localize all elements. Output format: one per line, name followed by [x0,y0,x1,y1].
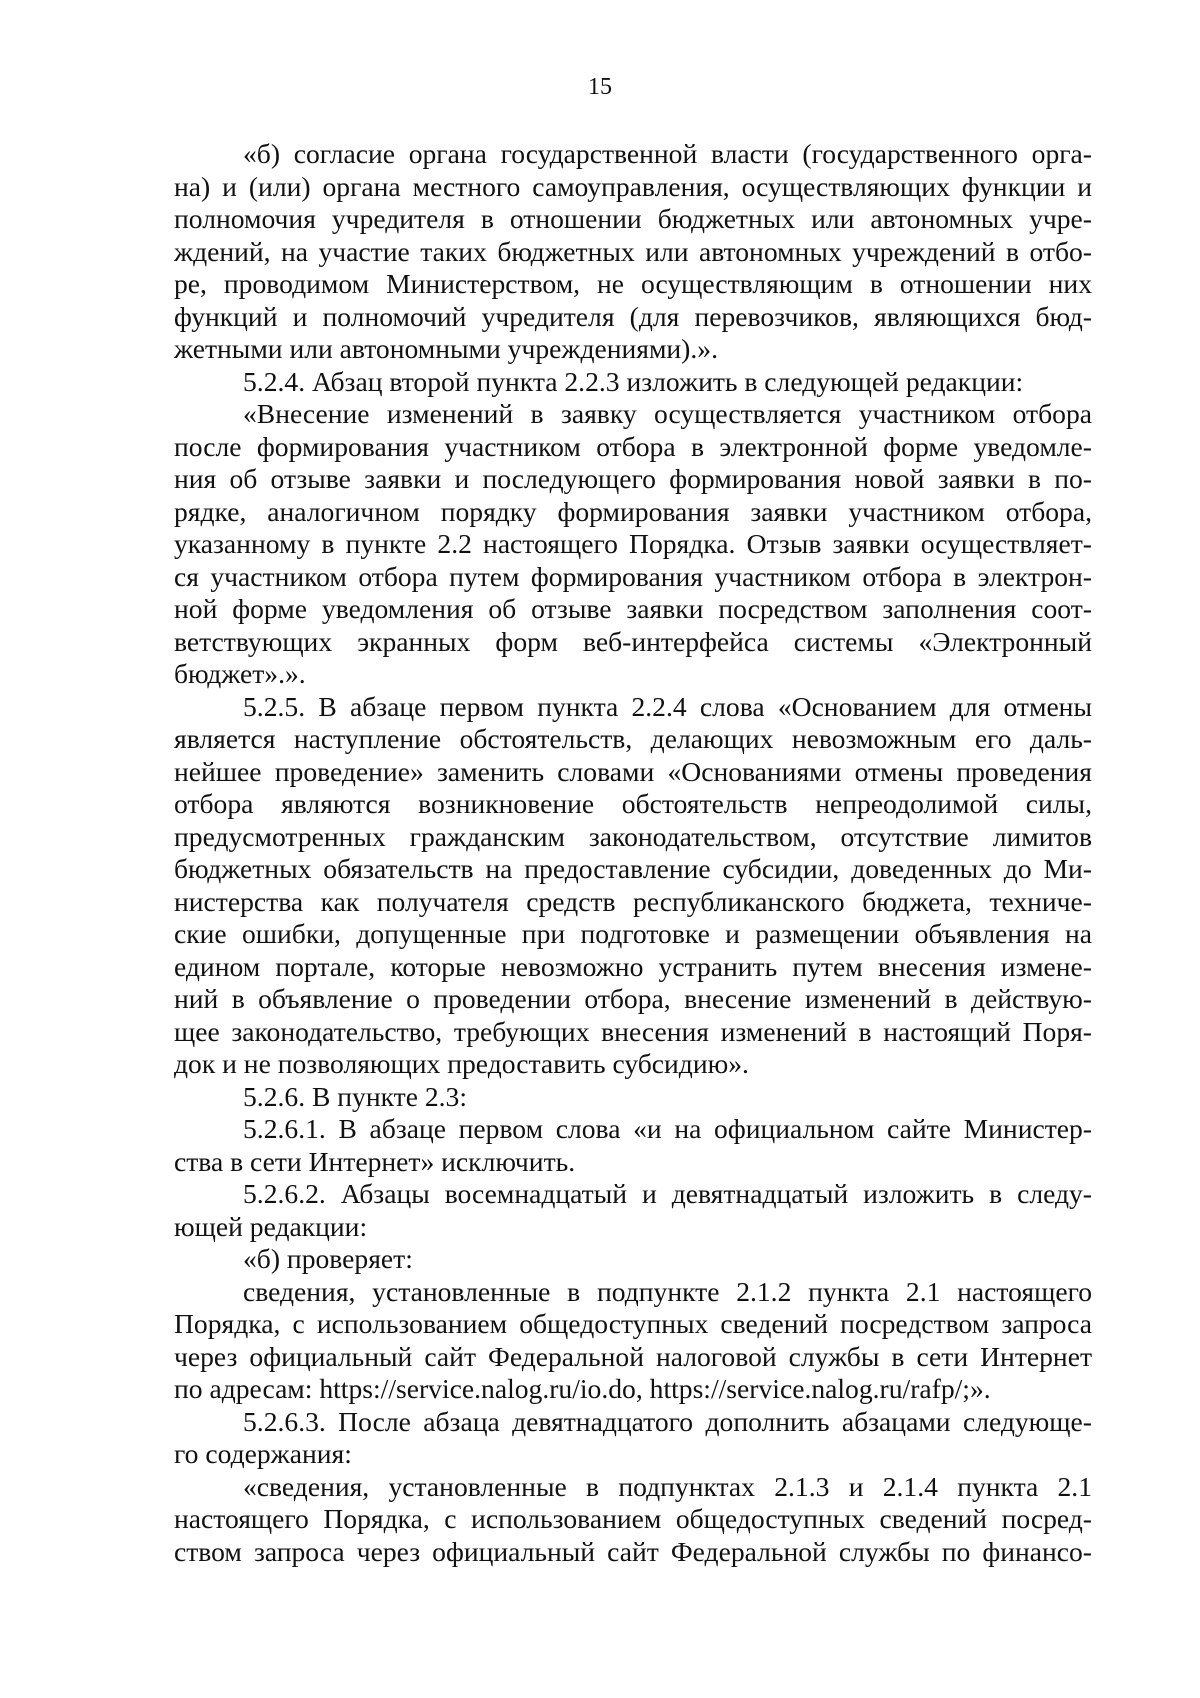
text-line: 5.2.6.1. В абзаце первом слова «и на официальном сайте Министер- [243,1113,1092,1144]
paragraph [174,138,1092,366]
text-line: ством запроса через официальный сайт Федеральной службы по финансо- [174,1535,1092,1567]
text-line: бюджет».». [174,658,306,689]
text-line: 5.2.6.3. После абзаца девятнадцатого дополнить абзацами следующе- [243,1405,1092,1437]
text-line: го содержания: [174,1438,352,1469]
text-line: сведения, установленные в подпункте 2.1.2 пункта 2.1 настоящего [243,1275,1092,1307]
text-line: ной форме уведомления об отзыве заявки посредством заполнения соот- [174,593,1092,624]
text-line: ре, проводимом Министерством, не осуществляющим в отношении них [174,268,1092,299]
text-line: «Внесение изменений в заявку осуществляется участником отбора [243,398,1092,429]
text-line: Порядка, с использованием общедоступных сведений посредством запроса [174,1308,1092,1339]
text-line: предусмотренных гражданским законодательством, отсутствие лимитов [174,820,1092,852]
text-line: ства в сети Интернет» исключить. [174,1145,576,1177]
page-number: 15 [588,74,612,100]
text-line: является наступление обстоятельств, делающих невозможным его даль- [174,723,1092,754]
text-line: док и не позволяющих предоставить субсидию». [174,1048,749,1079]
text-line: 5.2.4. Абзац второй пункта 2.2.3 изложить в следующей редакции: [243,365,1024,397]
text-line: на) и (или) органа местного самоуправления, осуществляющих функции и [174,170,1092,202]
text-line: «сведения, установленные в подпунктах 2.1.3 и 2.1.4 пункта 2.1 [243,1470,1092,1502]
paragraph [174,1406,1092,1471]
text-line: ветствующих экранных форм веб-интерфейса системы «Электронный [174,625,1092,657]
text-line: «б) согласие органа государственной власти (государственного орга- [243,138,1092,169]
text-line: рядке, аналогичном порядку формирования заявки участником отбора, [174,495,1092,527]
paragraph [174,691,1092,1081]
text-line: через официальный сайт Федеральной налоговой службы в сети Интернет [174,1340,1092,1372]
text-line: жетными или автономными учреждениями).». [174,333,718,364]
text-line: «б) проверяет: [243,1243,413,1274]
text-line: отбора являются возникновение обстоятельств непреодолимой силы, [174,788,1092,819]
text-line: по адресам: https://service.nalog.ru/io.do, https://service.nalog.ru/rafp/;». [174,1373,991,1404]
text-line: едином портале, которые невозможно устранить путем внесения измене- [174,950,1092,982]
text-line: функций и полномочий учредителя (для перевозчиков, являющихся бюд- [174,300,1092,332]
text-line: нейшее проведение» заменить словами «Основаниями отмены проведения [174,755,1092,787]
text-line: настоящего Порядка, с использованием общедоступных сведений посред- [174,1503,1092,1534]
text-line: ждений, на участие таких бюджетных или автономных учреждений в отбо- [174,235,1092,267]
text-line: 5.2.6.2. Абзацы восемнадцатый и девятнадцатый изложить в следу- [243,1178,1092,1209]
paragraph [174,1276,1092,1406]
text-line: полномочия учредителя в отношении бюджетных или автономных учре- [174,203,1092,234]
text-line: щее законодательство, требующих внесения изменений в настоящий Поря- [174,1015,1092,1047]
text-line: указанному в пункте 2.2 настоящего Порядка. Отзыв заявки осуществляет- [174,528,1092,559]
text-line: ся участником отбора путем формирования участником отбора в электрон- [174,560,1092,592]
paragraph [174,398,1092,691]
paragraph [174,1243,1092,1276]
document-body [174,138,1092,1568]
text-line: нистерства как получателя средств республиканского бюджета, техниче- [174,885,1092,917]
text-line: после формирования участником отбора в электронной форме уведомле- [174,430,1092,462]
text-line: ния об отзыве заявки и последующего формирования новой заявки в по- [174,463,1092,494]
text-line: ские ошибки, допущенные при подготовке и размещении объявления на [174,918,1092,949]
paragraph [174,1178,1092,1243]
text-line: бюджетных обязательств на предоставление субсидии, доведенных до Ми- [174,853,1092,884]
paragraph [174,366,1092,399]
paragraph [174,1471,1092,1569]
text-line: ний в объявление о проведении отбора, внесение изменений в действую- [174,983,1092,1014]
text-line: 5.2.5. В абзаце первом пункта 2.2.4 слова «Основанием для отмены [243,690,1092,722]
text-line: ющей редакции: [174,1210,368,1242]
paragraph [174,1113,1092,1178]
paragraph [174,1081,1092,1114]
text-line: 5.2.6. В пункте 2.3: [243,1080,468,1112]
